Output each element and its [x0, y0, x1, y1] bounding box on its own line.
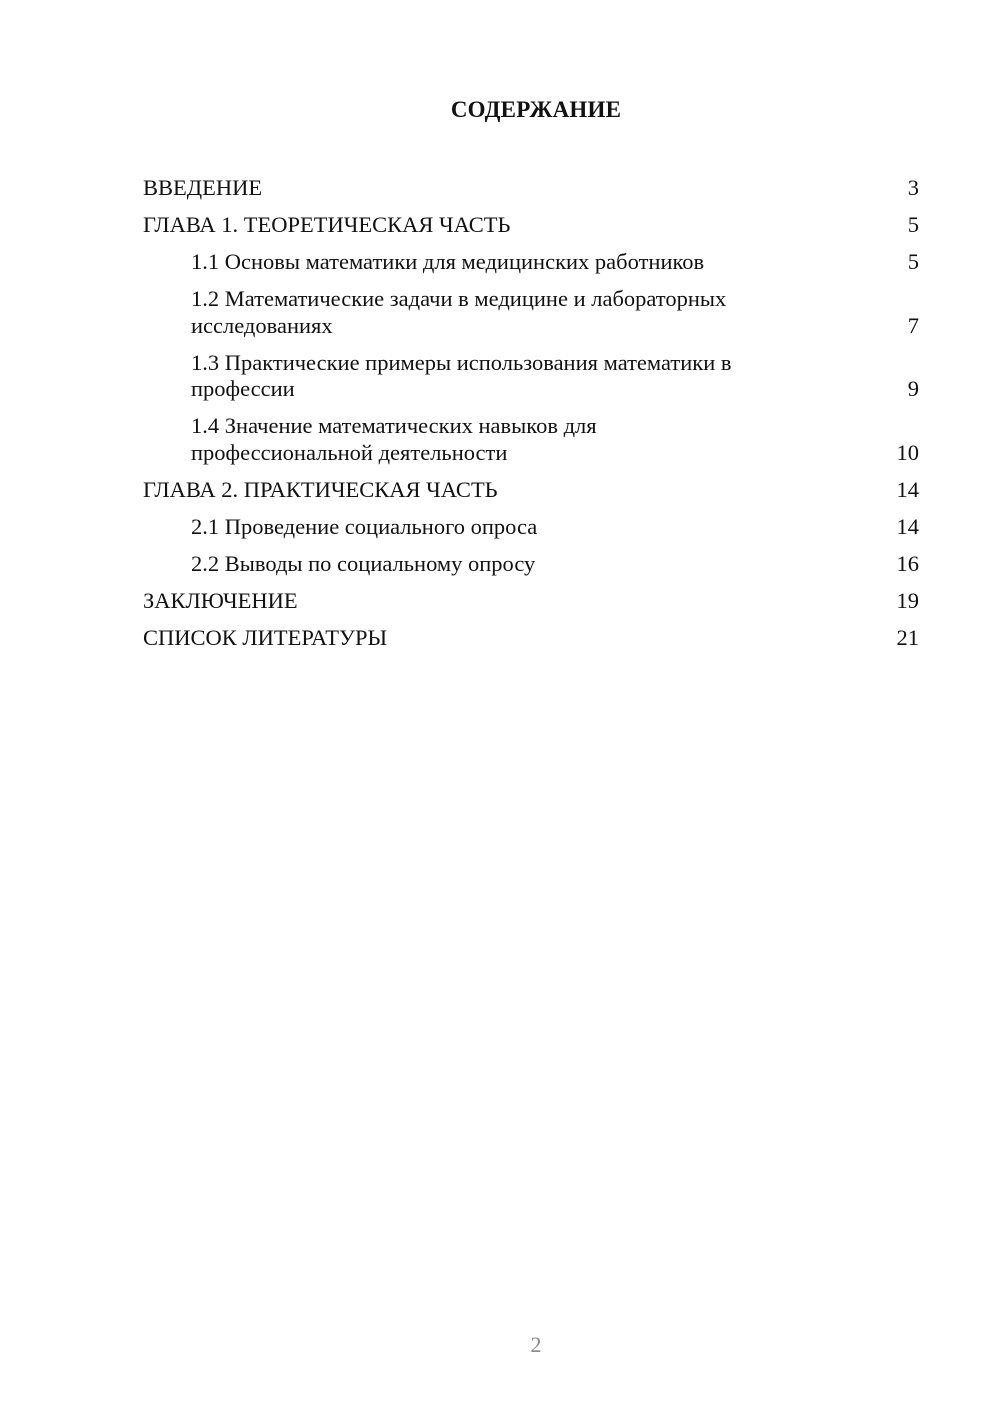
toc-entry-text: 2.2 Выводы по социальному опросу [191, 550, 536, 576]
table-of-contents [143, 170, 919, 657]
toc-entry-text: СПИСОК ЛИТЕРАТУРЫ [143, 624, 388, 650]
toc-entry-page: 14 [896, 476, 919, 502]
toc-entry-text: 2.1 Проведение социального опроса [191, 513, 538, 539]
toc-entry-page: 14 [896, 513, 919, 539]
toc-entry-text: ВВЕДЕНИЕ [143, 175, 263, 201]
toc-entry-section-2-2[interactable] [143, 546, 919, 583]
toc-entry-section-2-1[interactable] [143, 509, 919, 546]
toc-entry-chapter-2[interactable] [143, 472, 919, 509]
toc-entry-text: 1.1 Основы математики для медицинских работников [191, 249, 705, 275]
toc-entry-page: 3 [907, 175, 919, 201]
toc-entry-references[interactable] [143, 620, 919, 657]
toc-entry-text: ГЛАВА 2. ПРАКТИЧЕСКАЯ ЧАСТЬ [143, 476, 498, 502]
toc-title: СОДЕРЖАНИЕ [450, 97, 622, 122]
toc-entry-section-1-2[interactable] [143, 281, 919, 345]
toc-entry-chapter-1[interactable] [143, 207, 919, 244]
toc-entry-text: 1.4 Значение математических навыков для профессиональной деятельности [191, 413, 597, 465]
toc-entry-page: 5 [907, 212, 919, 238]
toc-entry-page: 21 [896, 624, 919, 650]
toc-entry-text: ГЛАВА 1. ТЕОРЕТИЧЕСКАЯ ЧАСТЬ [143, 212, 511, 238]
toc-entry-text: 1.2 Математические задачи в медицине и лабораторных исследованиях [191, 286, 727, 338]
toc-entry-text: 1.3 Практические примеры использования математики в профессии [191, 349, 732, 402]
toc-entry-page: 16 [896, 550, 919, 576]
toc-entry-text: ЗАКЛЮЧЕНИЕ [143, 587, 298, 613]
toc-entry-page: 5 [907, 249, 919, 275]
toc-entry-page: 7 [907, 312, 919, 338]
toc-entry-section-1-3[interactable] [143, 345, 919, 409]
toc-entry-section-1-4[interactable] [143, 408, 919, 472]
toc-entry-introduction[interactable] [143, 170, 919, 207]
toc-entry-page: 9 [907, 376, 919, 402]
toc-entry-conclusion[interactable] [143, 583, 919, 620]
toc-entry-page: 10 [896, 439, 919, 465]
toc-entry-page: 19 [896, 587, 919, 613]
page-number: 2 [530, 1332, 542, 1357]
toc-entry-section-1-1[interactable] [143, 244, 919, 281]
